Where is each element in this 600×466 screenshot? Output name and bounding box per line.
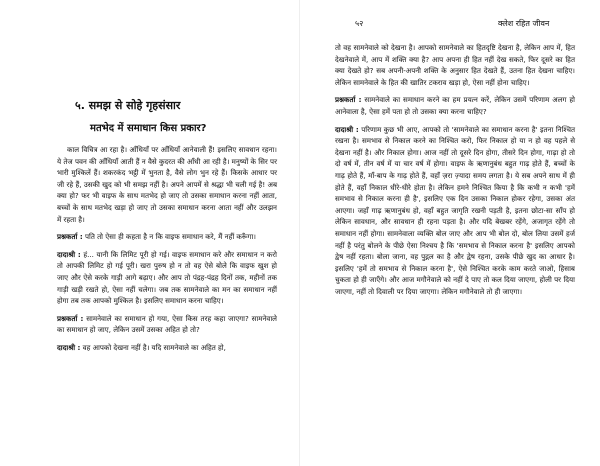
speaker-label: प्रश्नकर्ता : xyxy=(335,95,362,105)
paragraph-text: परिणाम कुछ भी आए, आपको तो 'सामनेवाले का समाधान करना है' इतना निश्चित रखना है। समभाव से निकाल करने का निश्चित करो, फिर निकाल हो या न हो वह पहले से देखना नहीं है। और निकाल होगा। आज नहीं तो दूसरे दिन होगा, तीसरे दिन होगा, गाढ़ा हो तो दो वर्ष में, तीन वर्ष में या चार वर्ष में होगा। वाइफ के ऋणानुबंध बहुत गाढ़ होते हैं, बच्चों के गाढ़ होते हैं, माँ-बाप के गाढ़ होते हैं, वहाँ ज़रा ज़्यादा समय लगता है। ये सब अपने साथ में ही होते हैं, वहाँ निकाल धीरे-धीरे होता है। लेकिन हमने निश्चित किया है कि कभी न कभी 'हमें समभाव से निकाल करना ही है', इसलिए एक दिन उसका निकाल होकर रहेगा, उसका अंत आएगा। जहाँ गाढ़ ऋणानुबंध हो, वहाँ बहुत जागृति रखनी पड़ती है, इतना छोटा-सा साँप हो लेकिन सावधान, और सावधान ही रहना पड़ता है। और यदि बेखबर रहेंगे, अजागृत रहेंगे तो समाधान नहीं होगा। सामनेवाला व्यक्ति बोल जाए और आप भी बोल दो, बोल लिया उसमें हर्ज नहीं है परंतु बोलने के पीछे ऐसा निश्चय है कि 'समभाव से निकाल करना है' इसलिए आपको द्वेष नहीं रहता। बोला जाना, वह पुद्गल का है और द्वेष रहना, उसके पीछे खुद का आधार है। इसलिए 'हमें तो समभाव से निकाल करना है', ऐसे निश्चित करके काम करते जाओ, हिसाब चुकता हो ही जाएँगे। और आज मगौनेवाले को नहीं दे पाए तो कल दिया जाएगा, होली पर दिया जाएगा, नहीं तो दिवाली पर दिया जाएगा। लेकिन मगौनेवाले तो ही जाएगा। xyxy=(335,124,575,296)
right-page xyxy=(300,0,600,466)
paragraph xyxy=(57,249,277,307)
paragraph xyxy=(335,124,575,298)
paragraph-text: पति तो ऐसा ही कहता है न कि वाइफ समाधान करे, मैं नहीं करूँगा। xyxy=(84,232,256,242)
paragraph-text: तो वह सामनेवाले को देखना है। आपको सामनेवाले का हितदृष्टि देखना है, लेकिन आप में, हित देखनेवाले में, आप में शक्ति क्या है? आप अपना ही हित नहीं देख सकते, फिर दूसरे का हित क्या देखते हो? सब अपनी-अपनी शक्ति के अनुसार हित देखते हैं, उतना हित देखना चाहिए। लेकिन सामनेवाले के हित की खातिर टकराव खड़ा हो, ऐसा नहीं होना चाहिए। xyxy=(335,43,575,87)
paragraph xyxy=(57,144,277,225)
paragraph xyxy=(335,42,575,88)
right-page-body xyxy=(335,42,575,303)
paragraph-text: वह आपको देखना नहीं है। यदि सामनेवाले का अहित हो, xyxy=(82,342,226,352)
paragraph xyxy=(57,342,277,354)
paragraph xyxy=(57,313,277,336)
paragraph-text: सामनेवाले का समाधान करने का हम प्रयत्न करें, लेकिन उसमें परिणाम अलग हो आनेवाला है, ऐसा हमें पता हो तो उसका क्या करना चाहिए? xyxy=(335,95,576,116)
section-title: मतभेद में समाधान किस प्रकार? xyxy=(90,123,207,134)
paragraph-text: हं... यानी कि लिमिट पूरी हो गई। वाइफ समाधान करे और समाधान न करो तो आपकी लिमिट हो गई पूरी। खरा पुरुष हो न तो वह ऐसे बोले कि वाइफ खुश हो जाए और ऐसे करके गाड़ी आगे बढ़ाए। और आप तो पंद्रह-पंद्रह दिनों तक, महीनों तक गाड़ी खड़ी रखते हो, ऐसा नहीं चलेगा। जब तक सामनेवाले का मन का समाधान नहीं होगा तब तक आपको मुश्किल है। इसलिए समाधान करना चाहिए। xyxy=(57,249,277,306)
running-title: क्लेश रहित जीवन xyxy=(498,19,550,28)
left-page-body xyxy=(57,144,277,360)
page-number: ५२ xyxy=(355,19,364,28)
paragraph xyxy=(335,94,575,117)
speaker-label: दादाश्री : xyxy=(57,249,81,259)
paragraph-text: काल विचित्र आ रहा है। आँधियाँ पर आँधियाँ आनेवाली हैं! इसलिए सावधान रहना। ये तेज पवन की आँधियाँ आती हैं न वैसे कुदरत की आँधी आ रही है। मनुष्यों के सिर पर भारी मुश्किलें हैं। शकरकंद भट्ठी में भुनता है, वैसे लोग भुन रहे हैं। किसके आधार पर जी रहे हैं, उसकी खुद को भी समझ नहीं है। अपने आपमें से श्रद्धा भी चली गई है! अब क्या हो? फर भी वाइफ के साथ मतभेद हो जाए तो उसका समाधान करना नहीं आता, बच्चों के साथ मतभेद खड़ा हो जाए तो उसका समाधान करना आता नहीं और उलझन में रहता है। xyxy=(57,145,277,224)
speaker-label: दादाश्री : xyxy=(57,342,81,352)
paragraph xyxy=(57,231,277,243)
speaker-label: प्रश्नकर्ता : xyxy=(57,313,84,323)
paragraph-text: सामनेवाले का समाधान हो गया, ऐसा किस तरह कहा जाएगा? सामनेवाले का समाधान हो जाए, लेकिन उसमें उसका अहित हो तो? xyxy=(57,313,277,335)
speaker-label: प्रश्नकर्ता : xyxy=(57,232,83,242)
chapter-title: ५. समझ से सोहे गृहसंसार xyxy=(75,99,181,112)
speaker-label: दादाश्री : xyxy=(335,124,359,134)
